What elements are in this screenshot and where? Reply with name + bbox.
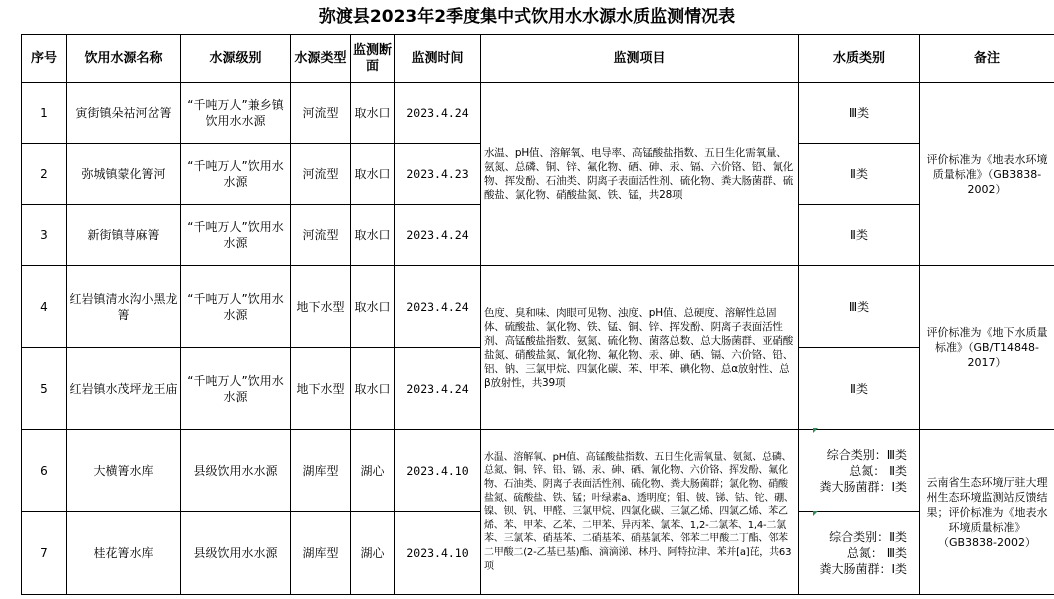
cell-section: 湖心	[351, 512, 395, 595]
header-row	[22, 35, 1054, 83]
cell-name: 红岩镇清水沟小黑龙箐	[67, 266, 181, 348]
cell-quality: Ⅱ类	[799, 205, 920, 266]
cell-time: 2023.4.24	[395, 266, 481, 348]
cell-name: 桂花箐水库	[67, 512, 181, 595]
cell-name: 大横箐水库	[67, 430, 181, 512]
header-quality: 水质类别	[799, 35, 920, 83]
cell-section: 取水口	[351, 348, 395, 430]
header-remark: 备注	[920, 35, 1054, 83]
cell-items-group-2: 色度、臭和味、肉眼可见物、浊度、pH值、总硬度、溶解性总固体、硫酸盐、氯化物、铁、锰、铜、锌、挥发酚、阴离子表面活性剂、高锰酸盐指数、氨氮、硫化物、菌落总数、总大肠菌群、亚硝酸盐氮、硝酸盐氮、氰化物、氟化物、汞、砷、硒、镉、六价铬、铅、铝、钠、三氯甲烷、四氯化碳、苯、甲苯、碘化物、总α放射性、总β放射性，共39项	[481, 266, 799, 430]
cell-quality	[799, 430, 920, 512]
table-row	[22, 83, 1054, 144]
cell-time: 2023.4.10	[395, 430, 481, 512]
cell-type: 河流型	[291, 83, 351, 144]
cell-remark-group-1: 评价标准为《地表水环境质量标准》（GB3838-2002）	[920, 83, 1054, 266]
cell-section: 取水口	[351, 144, 395, 205]
cell-quality	[799, 512, 920, 595]
water-quality-table	[21, 34, 1054, 595]
cell-seq: 7	[22, 512, 67, 595]
cell-name: 弥城镇蒙化箐河	[67, 144, 181, 205]
cell-quality: Ⅲ类	[799, 266, 920, 348]
table-row	[22, 430, 1054, 512]
cell-section: 取水口	[351, 266, 395, 348]
cell-level: “千吨万人”饮用水水源	[181, 266, 291, 348]
cell-seq: 3	[22, 205, 67, 266]
cell-items-group-1: 水温、pH值、溶解氧、电导率、高锰酸盐指数、五日生化需氧量、氨氮、总磷、铜、锌、氟化物、硒、砷、汞、镉、六价铬、铅、氰化物、挥发酚、石油类、阴离子表面活性剂、硫化物、粪大肠菌群、硫酸盐、氯化物、硝酸盐氮、铁、锰，共28项	[481, 83, 799, 266]
cell-name: 红岩镇水茂坪龙王庙	[67, 348, 181, 430]
cell-remark-group-3: 云南省生态环境厅驻大理州生态环境监测站反馈结果；评价标准为《地表水环境质量标准》（GB3838-2002）	[920, 430, 1054, 595]
cell-section: 取水口	[351, 205, 395, 266]
cell-name: 新街镇荨麻箐	[67, 205, 181, 266]
cell-items-group-3: 水温、溶解氧、pH值、高锰酸盐指数、五日生化需氧量、氨氮、总磷、总氮、铜、锌、铅、镉、汞、砷、硒、氰化物、六价铬、挥发酚、氟化物、石油类、阴离子表面活性剂、硫化物、粪大肠菌群；氯化物、硝酸盐氮、硫酸盐、铁、锰；叶绿素a、透明度；钼、铍、锑、钴、铊、硼、镍、钡、钒、甲醛、三氯甲烷、四氯化碳、三氯乙烯、四氯乙烯、苯乙烯、苯、甲苯、乙苯、二甲苯、异丙苯、氯苯、1,2-二氯苯、1,4-二氯苯、三氯苯、硝基苯、二硝基苯、硝基氯苯、邻苯二甲酸二丁酯、邻苯二甲酸二(2-乙基已基)酯、滴滴涕、林丹、阿特拉津、苯并[a]芘，共63项	[481, 430, 799, 595]
cell-remark-group-2: 评价标准为《地下水质量标准》（GB/T14848-2017）	[920, 266, 1054, 430]
cell-quality: Ⅱ类	[799, 348, 920, 430]
cell-type: 河流型	[291, 205, 351, 266]
cell-time: 2023.4.10	[395, 512, 481, 595]
cell-time: 2023.4.24	[395, 83, 481, 144]
header-time: 监测时间	[395, 35, 481, 83]
quality-line: 总氮： Ⅲ类	[846, 546, 907, 560]
cell-level: “千吨万人”饮用水水源	[181, 144, 291, 205]
cell-quality: Ⅱ类	[799, 144, 920, 205]
cell-level: “千吨万人”兼乡镇饮用水水源	[181, 83, 291, 144]
header-type: 水源类型	[291, 35, 351, 83]
quality-line: 总氮： Ⅱ类	[849, 463, 907, 478]
quality-line: 综合类别：Ⅱ类	[829, 530, 907, 544]
quality-line: 综合类别：Ⅲ类	[826, 447, 907, 462]
cell-level: “千吨万人”饮用水水源	[181, 205, 291, 266]
cell-name: 寅街镇朵祜河岔箐	[67, 83, 181, 144]
cell-note-marker-icon	[813, 428, 818, 433]
cell-level: 县级饮用水水源	[181, 430, 291, 512]
cell-note-marker-icon	[813, 511, 818, 516]
header-level: 水源级别	[181, 35, 291, 83]
cell-type: 湖库型	[291, 430, 351, 512]
header-seq: 序号	[22, 35, 67, 83]
cell-seq: 1	[22, 83, 67, 144]
cell-time: 2023.4.24	[395, 348, 481, 430]
cell-seq: 4	[22, 266, 67, 348]
cell-type: 河流型	[291, 144, 351, 205]
quality-line: 粪大肠菌群：Ⅰ类	[819, 562, 907, 576]
page-title: 弥渡县2023年2季度集中式饮用水水源水质监测情况表	[318, 7, 736, 27]
cell-seq: 5	[22, 348, 67, 430]
cell-level: 县级饮用水水源	[181, 512, 291, 595]
cell-time: 2023.4.24	[395, 205, 481, 266]
header-name: 饮用水源名称	[67, 35, 181, 83]
quality-line: 粪大肠菌群：Ⅰ类	[819, 479, 907, 494]
cell-seq: 6	[22, 430, 67, 512]
cell-section: 取水口	[351, 83, 395, 144]
cell-section: 湖心	[351, 430, 395, 512]
cell-time: 2023.4.23	[395, 144, 481, 205]
cell-quality: Ⅲ类	[799, 83, 920, 144]
cell-type: 地下水型	[291, 348, 351, 430]
header-items: 监测项目	[481, 35, 799, 83]
cell-type: 湖库型	[291, 512, 351, 595]
header-section: 监测断面	[351, 35, 395, 83]
cell-seq: 2	[22, 144, 67, 205]
table-row	[22, 266, 1054, 348]
cell-level: “千吨万人”饮用水水源	[181, 348, 291, 430]
cell-type: 地下水型	[291, 266, 351, 348]
